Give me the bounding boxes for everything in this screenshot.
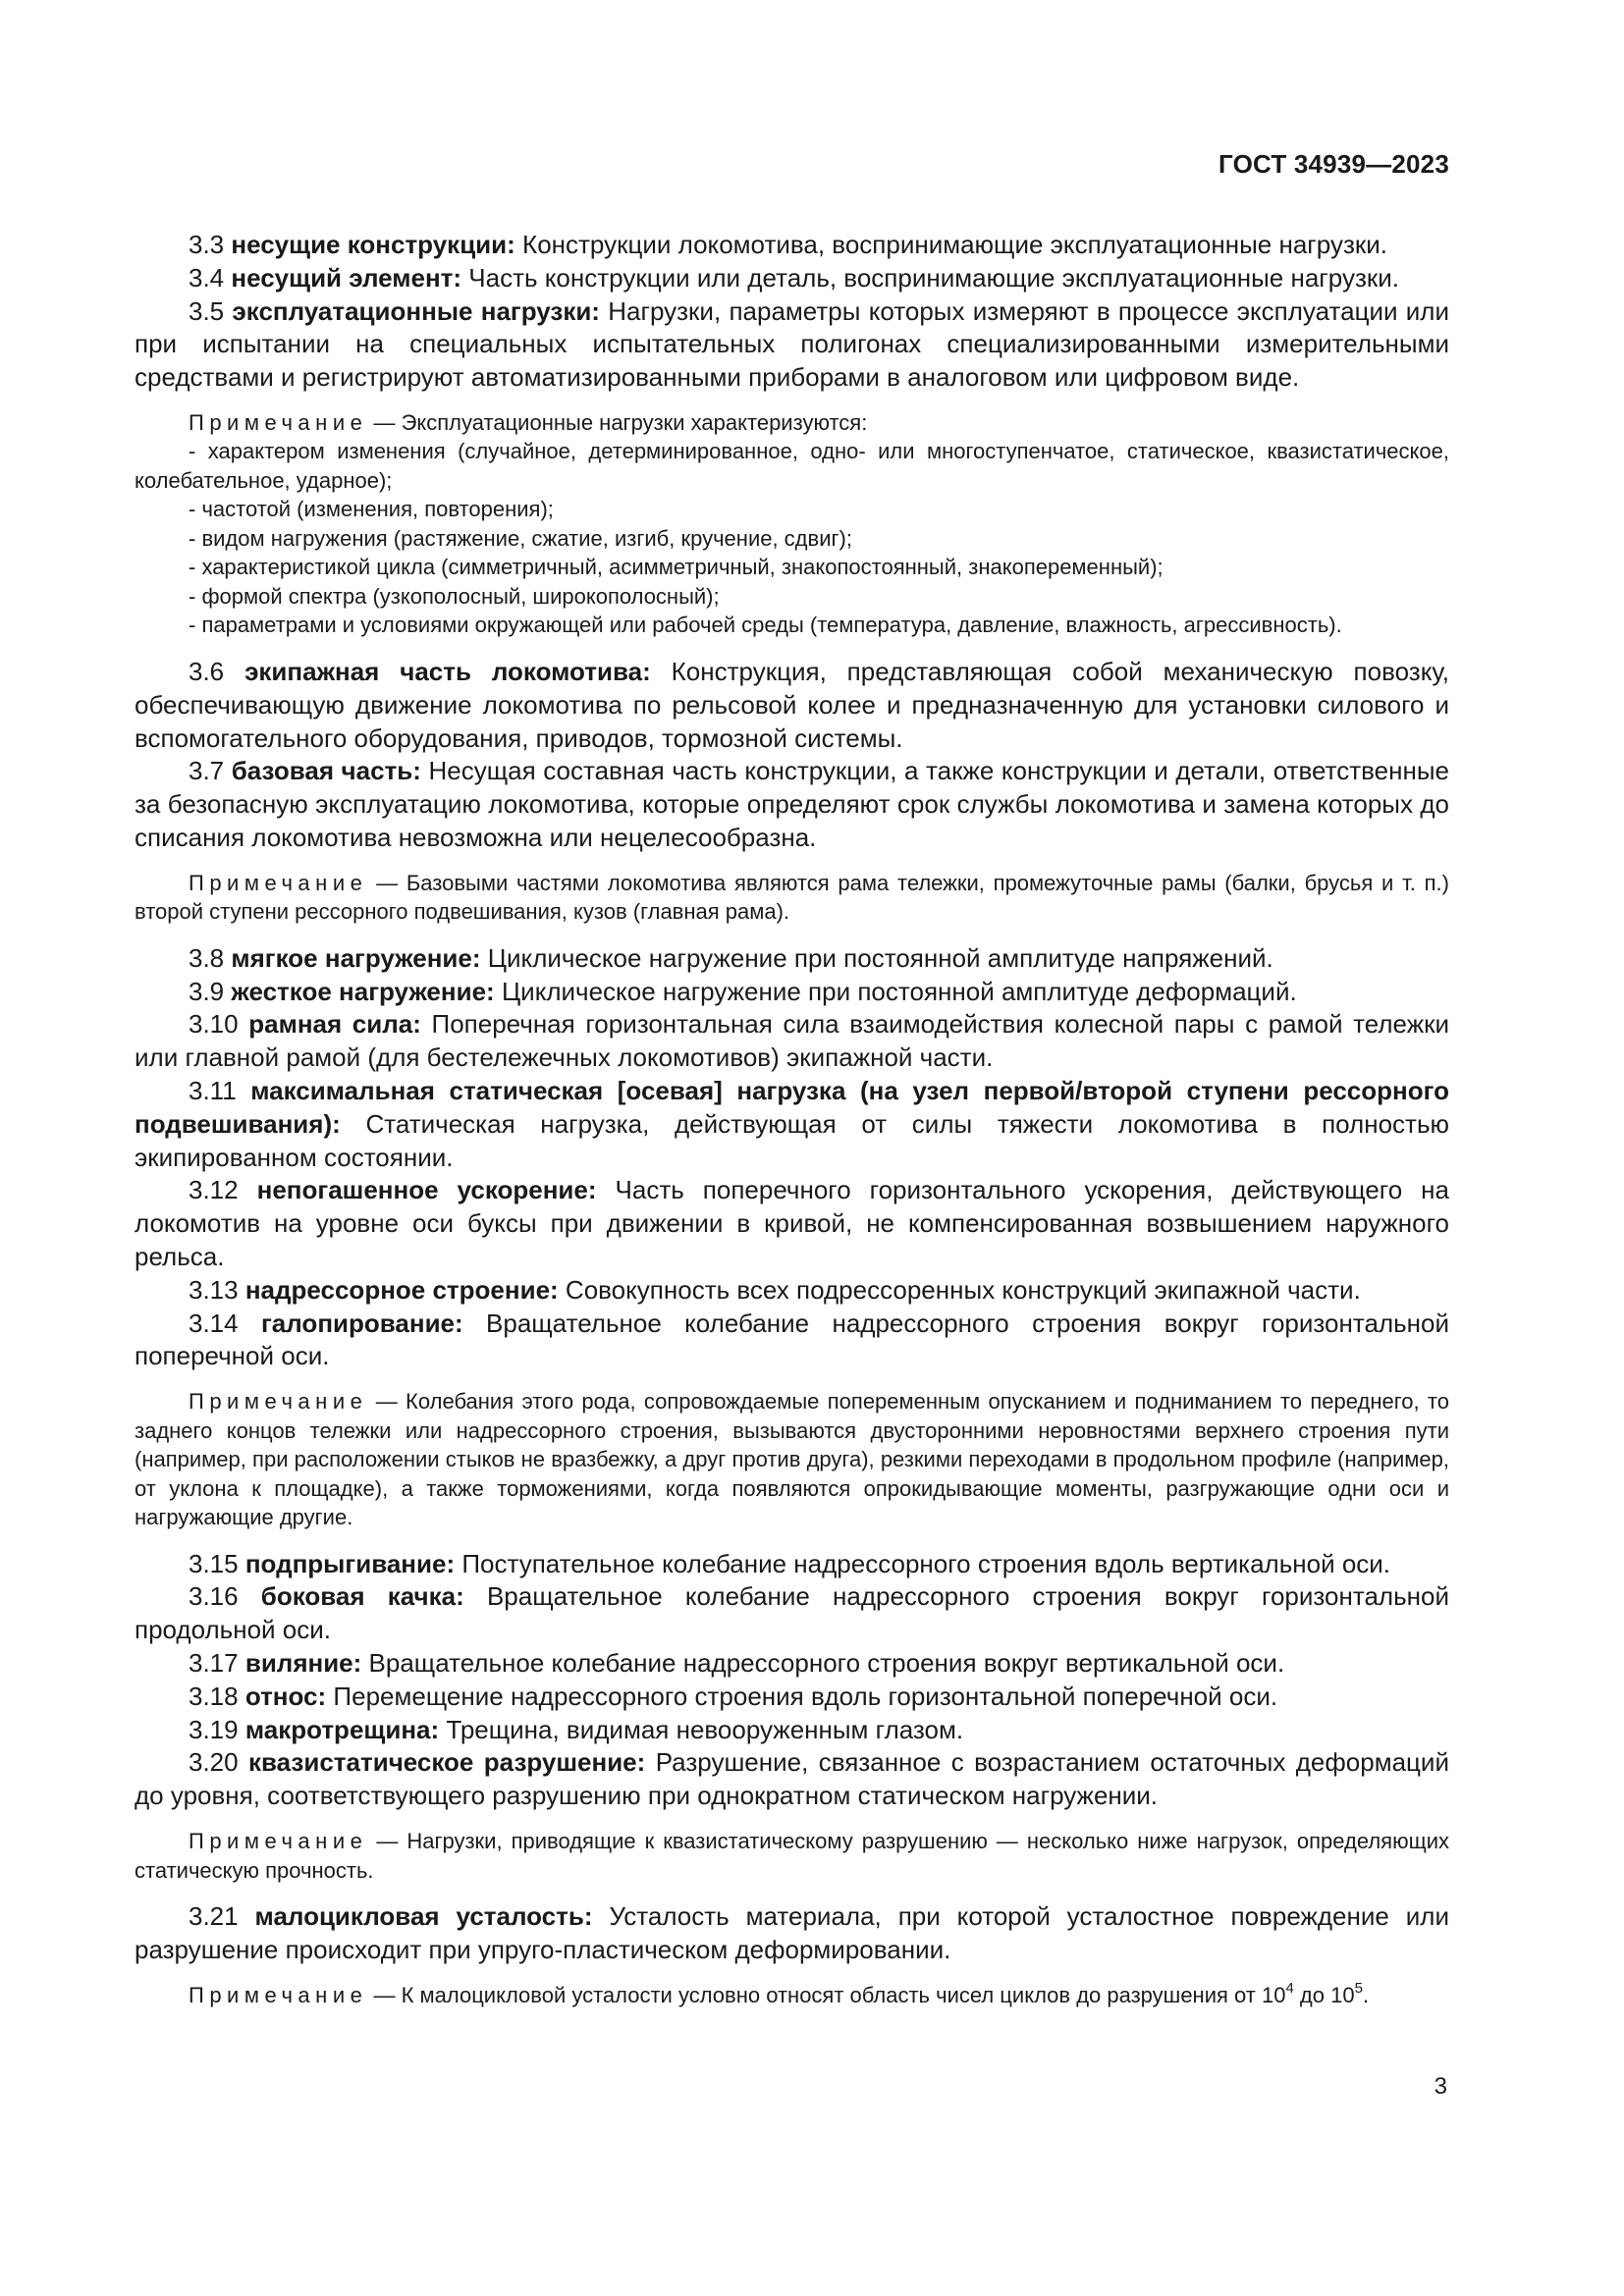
term-name: эксплуатационные нагрузки:: [232, 295, 600, 326]
power-exponent: 5: [1354, 1979, 1363, 1997]
term-definition: Конструкции локомотива, воспринимающие эксплуатационные нагрузки.: [522, 230, 1387, 259]
term-definition: Усталость материала, при которой усталостное повреждение или разрушение происходит при упруго-пластическом деформировании.: [135, 1901, 1449, 1964]
term-3-8: [135, 942, 1449, 976]
note-block-1: [135, 408, 1449, 640]
power-base: 10: [1330, 1982, 1355, 2007]
note-block-4: [135, 1827, 1449, 1885]
note-label: Примечание: [189, 1829, 368, 1853]
term-definition: Циклическое нагружение при постоянной амплитуде деформаций.: [501, 976, 1297, 1006]
term-3-11: [135, 1075, 1449, 1174]
term-name: галопирование:: [260, 1308, 463, 1338]
term-number: 3.19: [189, 1714, 239, 1744]
term-number: 3.12: [189, 1175, 239, 1205]
term-number: 3.4: [189, 262, 225, 293]
term-number: 3.18: [189, 1681, 239, 1711]
note-text-end: .: [1362, 1982, 1370, 2007]
term-3-9: [135, 976, 1449, 1009]
term-3-19: [135, 1714, 1449, 1747]
term-name: малоцикловая усталость:: [254, 1901, 593, 1931]
term-name: рамная сила:: [248, 1009, 421, 1040]
note-item: - частотой (изменения, повторения);: [189, 497, 554, 522]
term-definition: Разрушение, связанное с возрастанием остаточных деформаций до уровня, соответствующего разрушению при однократном статическом нагружении.: [135, 1747, 1449, 1811]
term-3-7: [135, 755, 1449, 854]
note-text: — Нагрузки, приводящие к квазистатическому разрушению — несколько ниже нагрузок, определяющих статическую прочность.: [135, 1829, 1449, 1883]
note-block-2: [135, 869, 1449, 927]
power-exponent: 4: [1285, 1979, 1294, 1997]
term-name: относ:: [244, 1681, 327, 1711]
term-name: квазистатическое разрушение:: [248, 1747, 646, 1778]
page-number: 3: [1434, 2073, 1447, 2100]
term-name: максимальная статическая [осевая] нагрузка (на узел первой/второй ступени рессорного подвешивания):: [135, 1075, 1449, 1139]
term-name: несущие конструкции:: [231, 230, 515, 259]
term-definition: Конструкция, представляющая собой механическую повозку, обеспечивающую движение локомотива по рельсовой колее и предназначенную для установки силового и вспомогательного оборудования, приводов, тормозной системы.: [135, 656, 1449, 753]
note-block-5: [135, 1981, 1449, 2010]
term-definition: Часть конструкции или деталь, воспринимающие эксплуатационные нагрузки.: [468, 262, 1400, 293]
term-name: макротрещина:: [244, 1714, 440, 1744]
note-label: Примечание: [189, 409, 368, 435]
term-definition: Статическая нагрузка, действующая от силы тяжести локомотива в полностью экипированном состоянии.: [135, 1108, 1449, 1172]
note-item: - характером изменения (случайное, детерминированное, одно- или многоступенчатое, статическое, квазистатическое, колебательное, ударное);: [135, 439, 1449, 493]
term-3-20: [135, 1746, 1449, 1813]
term-definition: Поперечная горизонтальная сила взаимодействия колесной пары с рамой тележки или главной рамой (для бестележечных локомотивов) экипажной части.: [135, 1009, 1449, 1073]
term-definition: Совокупность всех подрессоренных конструкций экипажной части.: [565, 1274, 1361, 1305]
term-name: жесткое нагружение:: [231, 976, 495, 1006]
note-text: — Колебания этого рода, сопровождаемые попеременным опусканием и подниманием то переднего, то заднего концов тележки или надрессорного строения, вызываются двусторонними неровностями верхнего строения пути (например, при расположении стыков не вразбежку, а друг против друга), резкими переходами в продольном профиле (например, от уклона к площадке), а также торможениями, когда появляются опрокидывающие моменты, разгружающие одни оси и нагружающие другие.: [135, 1389, 1449, 1530]
term-number: 3.16: [189, 1581, 239, 1612]
note-item: - видом нагружения (растяжение, сжатие, изгиб, кручение, сдвиг);: [189, 525, 852, 551]
term-number: 3.9: [189, 976, 225, 1006]
term-definition: Перемещение надрессорного строения вдоль горизонтальной поперечной оси.: [333, 1681, 1278, 1711]
term-name: непогашенное ускорение:: [256, 1175, 597, 1205]
term-3-12: [135, 1174, 1449, 1273]
term-name: подпрыгивание:: [244, 1548, 456, 1578]
note-label: Примечание: [189, 1982, 368, 2007]
term-number: 3.14: [189, 1308, 239, 1338]
power-base: 10: [1261, 1982, 1286, 2007]
term-number: 3.17: [189, 1648, 239, 1679]
term-3-6: [135, 656, 1449, 755]
term-definition: Вращательное колебание надрессорного строения вокруг горизонтальной продольной оси.: [135, 1581, 1449, 1645]
term-definition: Нагрузки, параметры которых измеряют в процессе эксплуатации или при испытании на специальных испытательных полигонах специализированными измерительными средствами и регистрируют автоматизированными приборами в аналоговом или цифровом виде.: [135, 295, 1449, 393]
term-number: 3.7: [189, 756, 225, 786]
note-heading: [135, 408, 1449, 438]
document-body: [135, 229, 1449, 2009]
term-number: 3.11: [189, 1075, 237, 1105]
term-definition: Часть поперечного горизонтального ускорения, действующего на локомотив на уровне оси буксы при движении в кривой, не компенсированная возвышением наружного рельса.: [135, 1175, 1449, 1271]
term-definition: Поступательное колебание надрессорного строения вдоль вертикальной оси.: [461, 1548, 1391, 1578]
note-item: - характеристикой цикла (симметричный, асимметричный, знакопостоянный, знакопеременный);: [189, 555, 1164, 580]
note-block-3: [135, 1387, 1449, 1532]
note-label: Примечание: [189, 870, 368, 895]
term-name: надрессорное строение:: [244, 1274, 559, 1305]
term-number: 3.13: [189, 1274, 239, 1305]
term-name: базовая часть:: [231, 756, 421, 786]
term-number: 3.5: [189, 295, 225, 326]
term-definition: Вращательное колебание надрессорного строения вокруг вертикальной оси.: [368, 1648, 1285, 1679]
term-name: мягкое нагружение:: [231, 942, 481, 973]
note-text-connector: до: [1293, 1982, 1331, 2007]
term-3-3: [135, 229, 1449, 262]
term-number: 3.6: [189, 656, 225, 686]
term-number: 3.20: [189, 1747, 239, 1778]
term-3-15: [135, 1548, 1449, 1581]
term-number: 3.3: [189, 230, 225, 259]
term-number: 3.21: [189, 1901, 239, 1931]
term-3-10: [135, 1008, 1449, 1075]
note-text: — К малоцикловой усталости условно относят область чисел циклов до разрушения от: [373, 1982, 1256, 2007]
term-3-17: [135, 1647, 1449, 1681]
note-text: — Базовыми частями локомотива являются рама тележки, промежуточные рамы (балки, брусья и т. п.) второй ступени рессорного подвешивания, кузов (главная рама).: [135, 870, 1449, 925]
term-number: 3.15: [189, 1548, 239, 1578]
term-name: несущий элемент:: [231, 262, 462, 293]
term-definition: Несущая составная часть конструкции, а также конструкции и детали, ответственные за безопасную эксплуатацию локомотива, которые определяют срок службы локомотива и замена которых до списания локомотива невозможна или нецелесообразна.: [135, 756, 1449, 852]
term-3-21: [135, 1900, 1449, 1967]
term-number: 3.10: [189, 1009, 239, 1040]
term-name: виляние:: [244, 1648, 362, 1679]
note-item: - формой спектра (узкополосный, широкополосный);: [189, 583, 720, 609]
term-3-4: [135, 262, 1449, 295]
term-number: 3.8: [189, 942, 225, 973]
term-name: боковая качка:: [260, 1581, 464, 1612]
note-text: — Эксплуатационные нагрузки характеризуются:: [373, 409, 868, 435]
term-3-13: [135, 1274, 1449, 1308]
note-item: - параметрами и условиями окружающей или рабочей среды (температура, давление, влажность, агрессивность).: [189, 613, 1342, 638]
note-label: Примечание: [189, 1389, 368, 1415]
term-definition: Трещина, видимая невооруженным глазом.: [446, 1714, 964, 1744]
term-definition: Циклическое нагружение при постоянной амплитуде напряжений.: [487, 942, 1273, 973]
term-name: экипажная часть локомотива:: [244, 656, 651, 686]
standard-header: ГОСТ 34939—2023: [1218, 149, 1449, 179]
term-3-14: [135, 1308, 1449, 1374]
term-3-16: [135, 1580, 1449, 1647]
term-3-18: [135, 1681, 1449, 1714]
term-3-5: [135, 295, 1449, 395]
term-definition: Вращательное колебание надрессорного строения вокруг горизонтальной поперечной оси.: [135, 1308, 1449, 1371]
